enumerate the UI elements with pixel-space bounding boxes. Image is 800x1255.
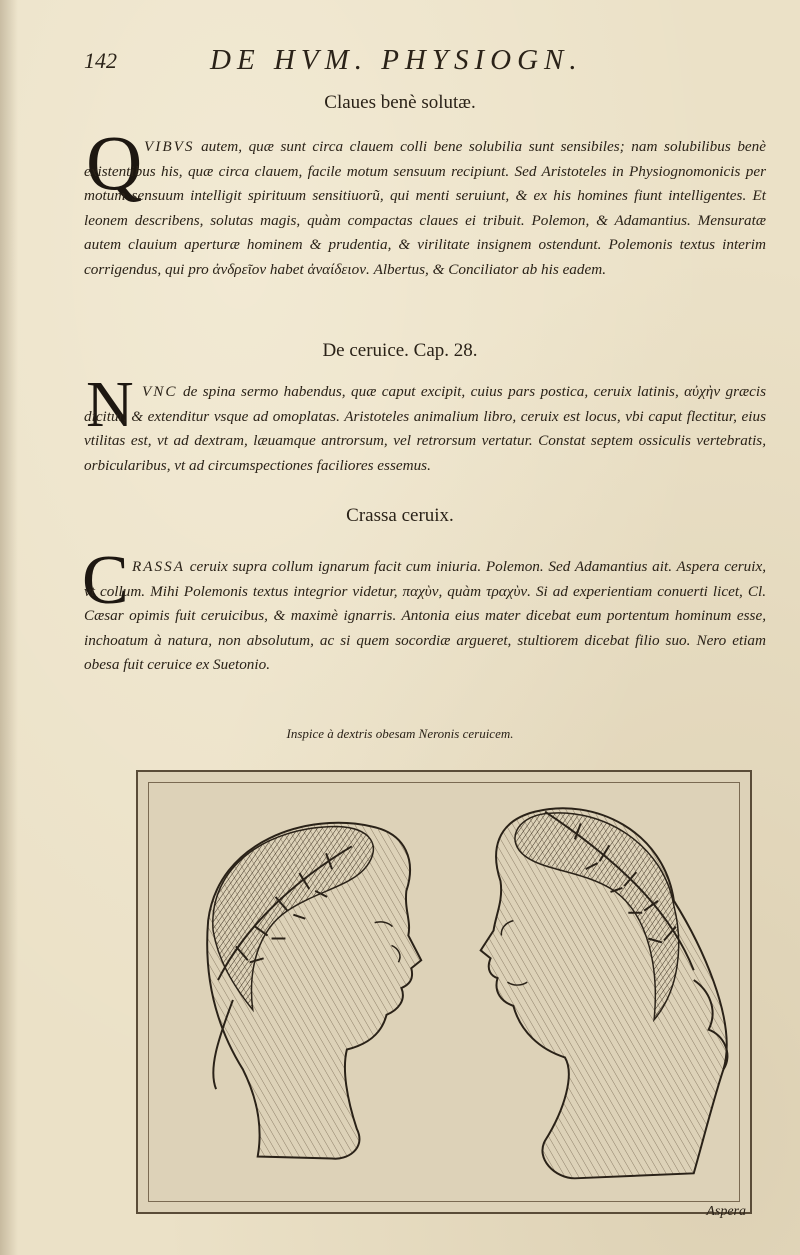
engraving-plate xyxy=(136,770,752,1219)
paragraph-text: de spina sermo habendus, quæ caput excipit, cuius pars postica, ceruix latinis, αὐχὴν græcis dicitur, & extenditur vsque ad omoplatas. Aristoteles animalium libro, ceruix est locus, vbi caput flectitur, eius vtilitas est, vt ad dextram, læuamque antrorsum, vel retrorsum vertatur. Constat septem ossiculis vertebratis, orbicularibus, vt ad circumspectiones faciliores essemus. xyxy=(84,383,766,474)
section-title-crassa-ceruix: Crassa ceruix. xyxy=(346,505,454,526)
plate-label: Aspera xyxy=(706,1204,746,1219)
paragraph-lead-word: VIBVS xyxy=(144,138,195,155)
page-number: 142 xyxy=(84,48,117,73)
section-title-de-ceruice: De ceruice. Cap. 28. xyxy=(322,340,478,361)
paragraph-lead-word: RASSA xyxy=(132,558,186,575)
page-gutter-shadow xyxy=(0,0,18,1255)
section-title-claues: Claues benè solutæ. xyxy=(324,92,476,113)
drop-cap-n: N xyxy=(86,368,134,441)
paragraph-claues xyxy=(84,135,766,282)
paragraph-de-ceruice xyxy=(84,380,766,478)
drop-cap-q: Q xyxy=(86,119,143,206)
paragraph-text: ceruix supra collum ignarum facit cum iniuria. Polemon. Sed Adamantius ait. Aspera ceruix, vt collum. Mihi Polemonis textus integrior videtur, παχὺν, quàm τραχὺν. Si ad experientiam conuerti licet, Cl. Cæsar opimis fuit ceruicibus, & maximè ignarris. Antonia eius mater dicebat eum portentum hominum esse, inchoatum à natura, non absolutum, ac si quem socordiæ argueret, stultiorem dicebat filio suo. Nero etiam obesa fuit ceruice ex Suetonio. xyxy=(84,558,766,673)
running-title: DE HVM. PHYSIOGN. xyxy=(210,44,583,76)
right-profile-head xyxy=(481,808,728,1178)
paragraph-crassa-ceruix xyxy=(84,555,766,678)
left-profile-head xyxy=(207,823,421,1159)
drop-cap-c: C xyxy=(82,542,129,619)
page-header xyxy=(84,44,664,84)
plate-caption: Inspice à dextris obesam Neronis ceruicem. xyxy=(286,726,514,741)
paragraph-text: autem, quæ sunt circa clauem colli bene solubilia sunt sensibiles; nam solubilibus benè existentibus his, quæ circa clauem, facile motum sensuum recipiunt. Sed Aristoteles in Physiognomonicis per motum sensuum intelligit spirituum sensitiuorũ, qui menti seruiunt, & ex his homines fiunt intelligentes. Et leonem describens, solutas magis, quàm compactas claues ei tribuit. Polemon, & Adamantius. Mensuratæ autem clauium aperturæ hominem & prudentia, & virilitate insignem ostendunt. Polemonis textus interim corrigendus, qui pro ἀνδρεῖον habet ἀναίδειον. Albertus, & Conciliator ab his eadem. xyxy=(84,138,766,278)
laureate-heads-engraving xyxy=(138,772,750,1212)
paragraph-lead-word: VNC xyxy=(142,383,178,400)
